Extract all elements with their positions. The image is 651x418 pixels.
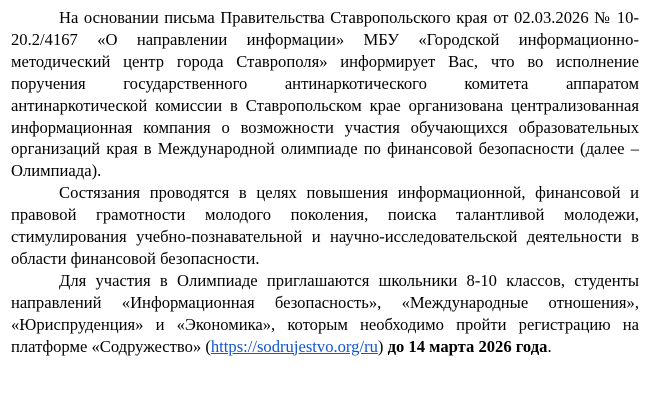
- registration-deadline: до 14 марта 2026 года: [387, 336, 548, 356]
- registration-link[interactable]: https://sodrujestvo.org/ru: [210, 336, 378, 356]
- paragraph-participation: [11, 270, 639, 358]
- link-closing-paren: ): [377, 336, 384, 356]
- paragraph-olympiad-announcement: На основании письма Правительства Ставропольского края от 02.03.2026 № 10-20.2/4167 «О направлении информации» МБУ «Городской информационно-методический центр города Ставрополя» информирует Вас, что во исполнение поручения государственного антинаркотического комитета аппаратом антинаркотической комиссии в Ставропольском крае организована централизованная информационная компания о возможности участия обучающихся образовательных организаций края в Международной олимпиаде по финансовой безопасности (далее – Олимпиада).: [11, 8, 639, 181]
- participation-text: Для участия в Олимпиаде приглашаются школьники 8-10 классов, студенты направлений «Информационная безопасность», «Международные отношения», «Юриспруденция» и «Экономика», которым необходимо пройти регистрацию на платформе «Содружество» (: [11, 270, 639, 356]
- final-period: .: [547, 336, 552, 356]
- paragraph-competition-goals: Состязания проводятся в целях повышения информационной, финансовой и правовой грамотности молодого поколения, поиска талантливой молодежи, стимулирования учебно-познавательной и научно-исследовательской деятельности в области финансовой безопасности.: [11, 183, 639, 268]
